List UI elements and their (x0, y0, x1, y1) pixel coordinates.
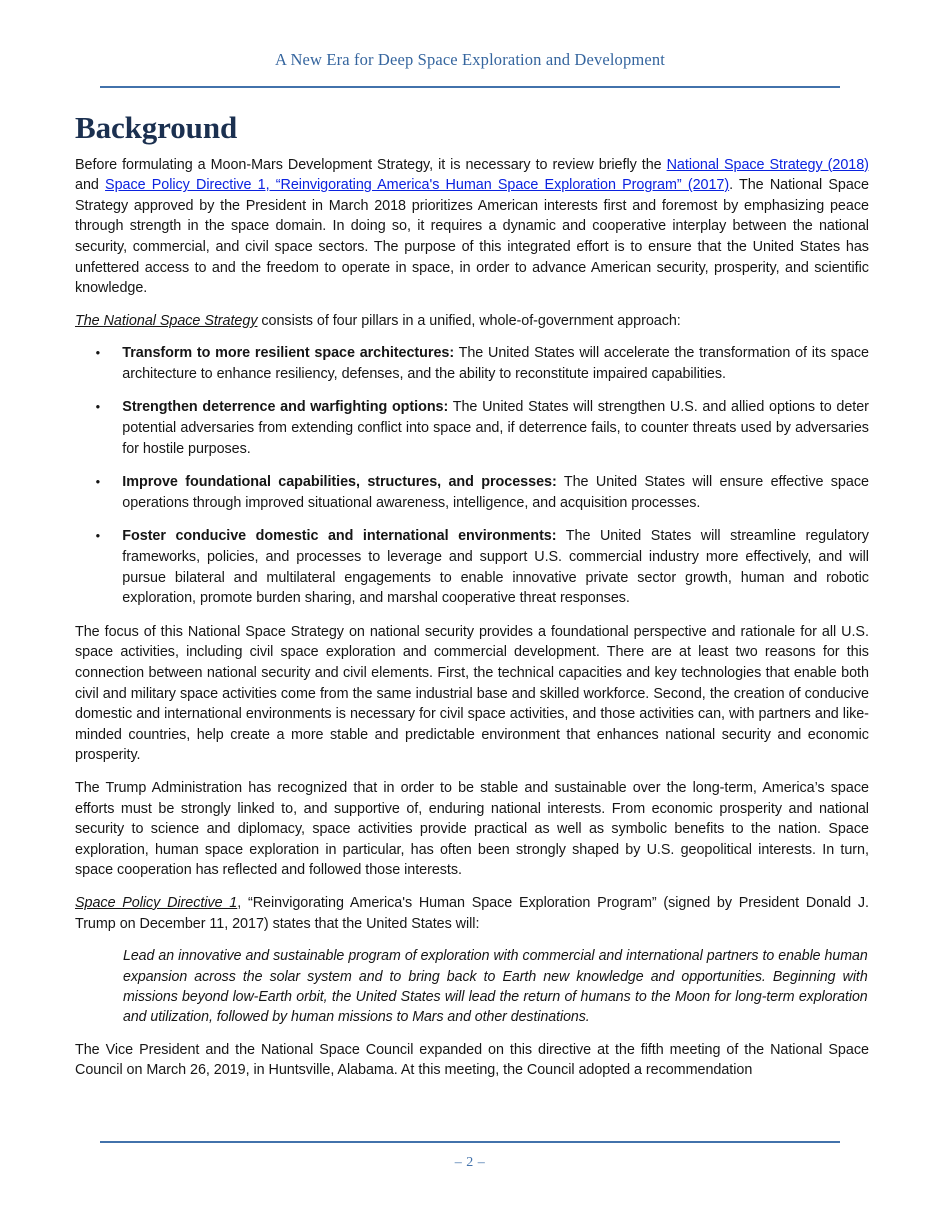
list-item (75, 343, 869, 384)
intro-text-part-1: Before formulating a Moon-Mars Development Strategy, it is necessary to review briefly the (75, 156, 667, 173)
pillar-title: Improve foundational capabilities, structures, and processes: (122, 474, 557, 491)
list-item (75, 526, 869, 608)
running-header (100, 50, 840, 70)
pillar-title: Strengthen deterrence and warfighting options: (122, 399, 449, 416)
link-space-policy-directive-1[interactable]: Space Policy Directive 1, “Reinvigorating America's Human Space Exploration Program” (2017) (105, 177, 730, 194)
pillars-list (75, 343, 881, 609)
paragraph-spd1-intro (75, 893, 869, 934)
page-title: Background (75, 110, 238, 145)
pillar-title: Transform to more resilient space architectures: (122, 345, 455, 362)
bullet-icon: • (95, 399, 101, 415)
pillar-title: Foster conducive domestic and international environments: (122, 528, 557, 545)
emphasis-national-space-strategy: The National Space Strategy (75, 312, 258, 329)
running-footer (100, 1153, 840, 1171)
bullet-icon: • (95, 528, 101, 544)
pillar-text: The United States will streamline regulatory frameworks, policies, and processes to leverage and support U.S. commercial industry more effectively, and will pursue bilateral and multilateral engagements to enable innovative private sector growth, human and robotic exploration, promote burden sharing, and marshal cooperative threat responses. (122, 528, 869, 607)
paragraph-pillars-lead (75, 311, 869, 332)
block-quotation (75, 946, 881, 1028)
intro-text-part-2: and (75, 177, 106, 194)
pillars-lead-rest: consists of four pillars in a unified, whole-of-government approach: (257, 312, 681, 329)
paragraph-council: The Vice President and the National Space Council expanded on this directive at the fifth meeting of the National Space Council on March 26, 2019, in Huntsville, Alabama. At this meeting, the Council adopted a recommendation (75, 1041, 869, 1079)
paragraph-intro (75, 155, 869, 299)
link-national-space-strategy[interactable]: National Space Strategy (2018) (666, 156, 869, 173)
page-number: – 2 – (454, 1155, 486, 1170)
bullet-icon: • (95, 345, 101, 361)
paragraph-focus: The focus of this National Space Strategy on national security provides a foundational perspective and rationale for all U.S. space activities, including civil space exploration and commercial development. There are at least two reasons for this connection between national security and civil elements. First, the technical capacities and key technologies that enable both civil and military space activities come from the same industrial base and skilled workforce. Second, the creation of conducive domestic and international environments is necessary for civil space activities, and those activities can, with partners and like-minded countries, help create a more stable and predictable environment that enhances national security and economic prosperity. (75, 623, 869, 764)
bullet-icon: • (95, 474, 101, 490)
pillar-text: The United States will accelerate the transformation of its space architecture to enhance resiliency, defenses, and the ability to reconstitute impaired capabilities. (122, 345, 869, 382)
emphasis-space-policy-directive-1: Space Policy Directive 1 (75, 894, 238, 911)
intro-text-part-3: . The National Space Strategy approved by the President in March 2018 prioritizes American interests first and foremost by emphasizing peace through strength in the space domain. In doing so, it requires a dynamic and cooperative interplay between the national security, commercial, and civil space sectors. The purpose of this integrated effort is to ensure that the United States has unfettered access to and the freedom to operate in space, in order to advance American security, prosperity, and scientific knowledge. (75, 177, 869, 297)
footer-divider (100, 1141, 840, 1143)
list-item (75, 397, 869, 459)
document-body (75, 112, 881, 1081)
list-item (75, 472, 869, 513)
pillar-text: The United States will ensure effective space operations through improved situational awareness, intelligence, and acquisition processes. (122, 474, 869, 511)
quotation-text: Lead an innovative and sustainable program of exploration with commercial and international partners to enable human expansion across the solar system and to bring back to Earth new knowledge and opportunities. Beginning with missions beyond low-Earth orbit, the United States will lead the return of humans to the Moon for long-term exploration and utilization, followed by human missions to Mars and other destinations. (123, 948, 868, 1026)
pillar-text: The United States will strengthen U.S. and allied options to deter potential adversaries from extending conflict into space and, if deterrence fails, to counter threats used by adversaries for hostile purposes. (122, 399, 869, 457)
paragraph-administration: The Trump Administration has recognized that in order to be stable and sustainable over the long-term, America’s space efforts must be strongly linked to, and supportive of, enduring national interests. From economic prosperity and national security to science and diplomacy, space activities provide practical as well as symbolic benefits to the nation. Space exploration, human space exploration in particular, has often been strongly shaped by U.S. geopolitical interests. In turn, space cooperation has reflected and followed those interests. (75, 779, 869, 879)
header-divider (100, 86, 840, 88)
spd1-intro-rest: , “Reinvigorating America's Human Space Exploration Program” (signed by President Donald J. Trump on December 11, 2017) states that the United States will: (75, 894, 869, 932)
header-title: A New Era for Deep Space Exploration and Development (275, 50, 665, 69)
